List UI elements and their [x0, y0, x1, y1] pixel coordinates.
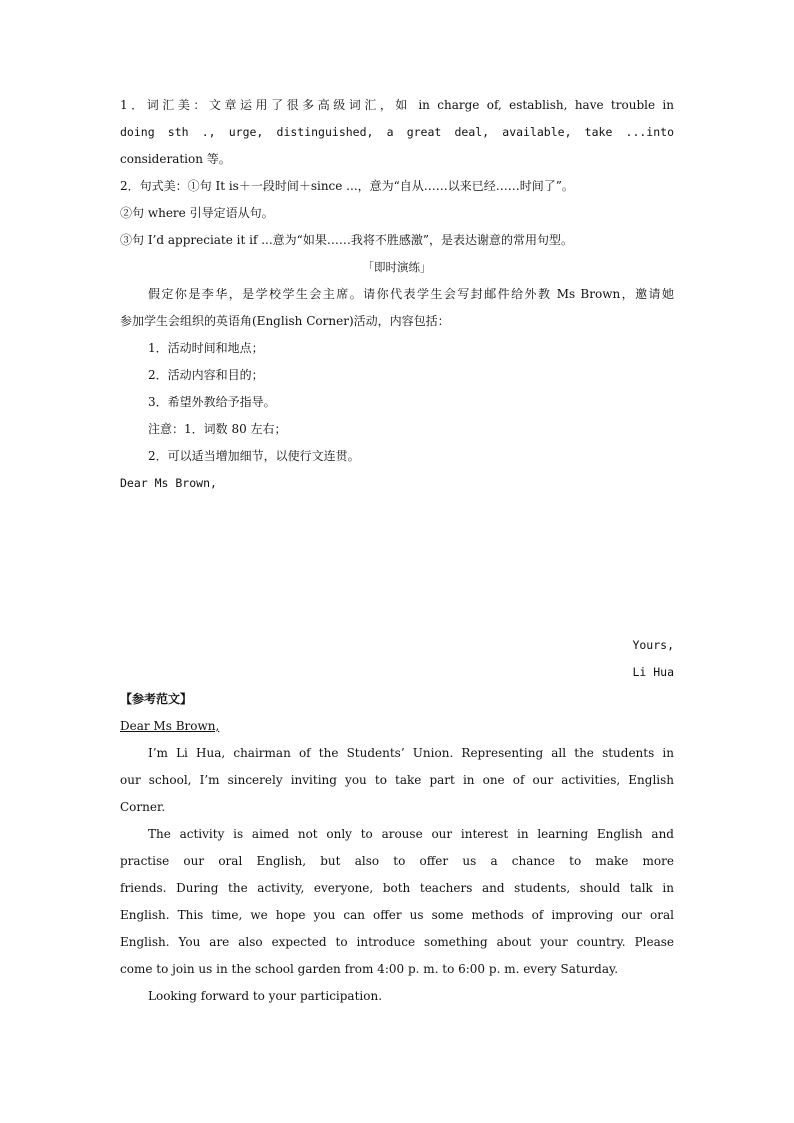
reference-para1-line-3: Corner.: [120, 800, 166, 814]
writing-space-2: [120, 578, 674, 632]
reference-para2-line-1: The activity is aimed not only to arouse our interest in learning English and: [148, 827, 674, 841]
reference-greeting: Dear Ms Brown,: [120, 719, 220, 733]
reference-para2-line-3: friends. During the activity, everyone, both teachers and students, should talk in: [120, 881, 674, 895]
exercise-item-3: 3．希望外教给予指导。: [148, 395, 276, 409]
exercise-heading: 「即时演练」: [362, 260, 432, 274]
note-vocab-line-1: 1．词汇美：文章运用了很多高级词汇，如 in charge of, establish, have trouble in: [120, 98, 674, 112]
writing-space: [120, 497, 674, 578]
reference-para2-line-6: come to join us in the school garden from 4:00 p. m. to 6:00 p. m. every Saturday.: [120, 962, 619, 976]
note-vocab-line-2: doing sth ., urge, distinguished, a great deal, available, take ...into: [120, 125, 674, 139]
reference-para1-line-1: I’m Li Hua, chairman of the Students’ Union. Representing all the students in: [148, 746, 674, 760]
reference-para3: Looking forward to your participation.: [148, 989, 383, 1003]
exercise-task-line-2: 参加学生会组织的英语角(English Corner)活动，内容包括：: [120, 314, 450, 328]
reference-heading: 【参考范文】: [120, 692, 193, 706]
note-where-clause: ②句 where 引导定语从句。: [120, 206, 274, 220]
exercise-closing: Yours,: [632, 638, 674, 652]
exercise-note-1: 注意：1．词数 80 左右；: [148, 422, 287, 436]
exercise-greeting: Dear Ms Brown,: [120, 476, 217, 490]
exercise-signature: Li Hua: [632, 665, 674, 679]
exercise-item-1: 1．活动时间和地点；: [148, 341, 264, 355]
exercise-task-line-1: 假定你是李华，是学校学生会主席。请你代表学生会写封邮件给外教 Ms Brown，邀请她: [148, 287, 674, 301]
exercise-note-2: 2．可以适当增加细节，以使行文连贯。: [148, 449, 360, 463]
note-sentence-structure: 2．句式美：①句 It is＋一段时间＋since ...，意为“自从……以来已经……时间了”。: [120, 179, 574, 193]
note-vocab-line-3: consideration 等。: [120, 152, 231, 166]
exercise-item-2: 2．活动内容和目的；: [148, 368, 264, 382]
reference-para2-line-2: practise our oral English, but also to offer us a chance to make more: [120, 854, 674, 868]
note-appreciate-pattern: ③句 I’d appreciate it if ...意为“如果……我将不胜感激”，是表达谢意的常用句型。: [120, 233, 573, 247]
reference-para2-line-5: English. You are also expected to introduce something about your country. Please: [120, 935, 674, 949]
reference-para2-line-4: English. This time, we hope you can offer us some methods of improving our oral: [120, 908, 674, 922]
reference-para1-line-2: our school, I’m sincerely inviting you to take part in one of our activities, English: [120, 773, 674, 787]
notes-section: [120, 92, 674, 1010]
